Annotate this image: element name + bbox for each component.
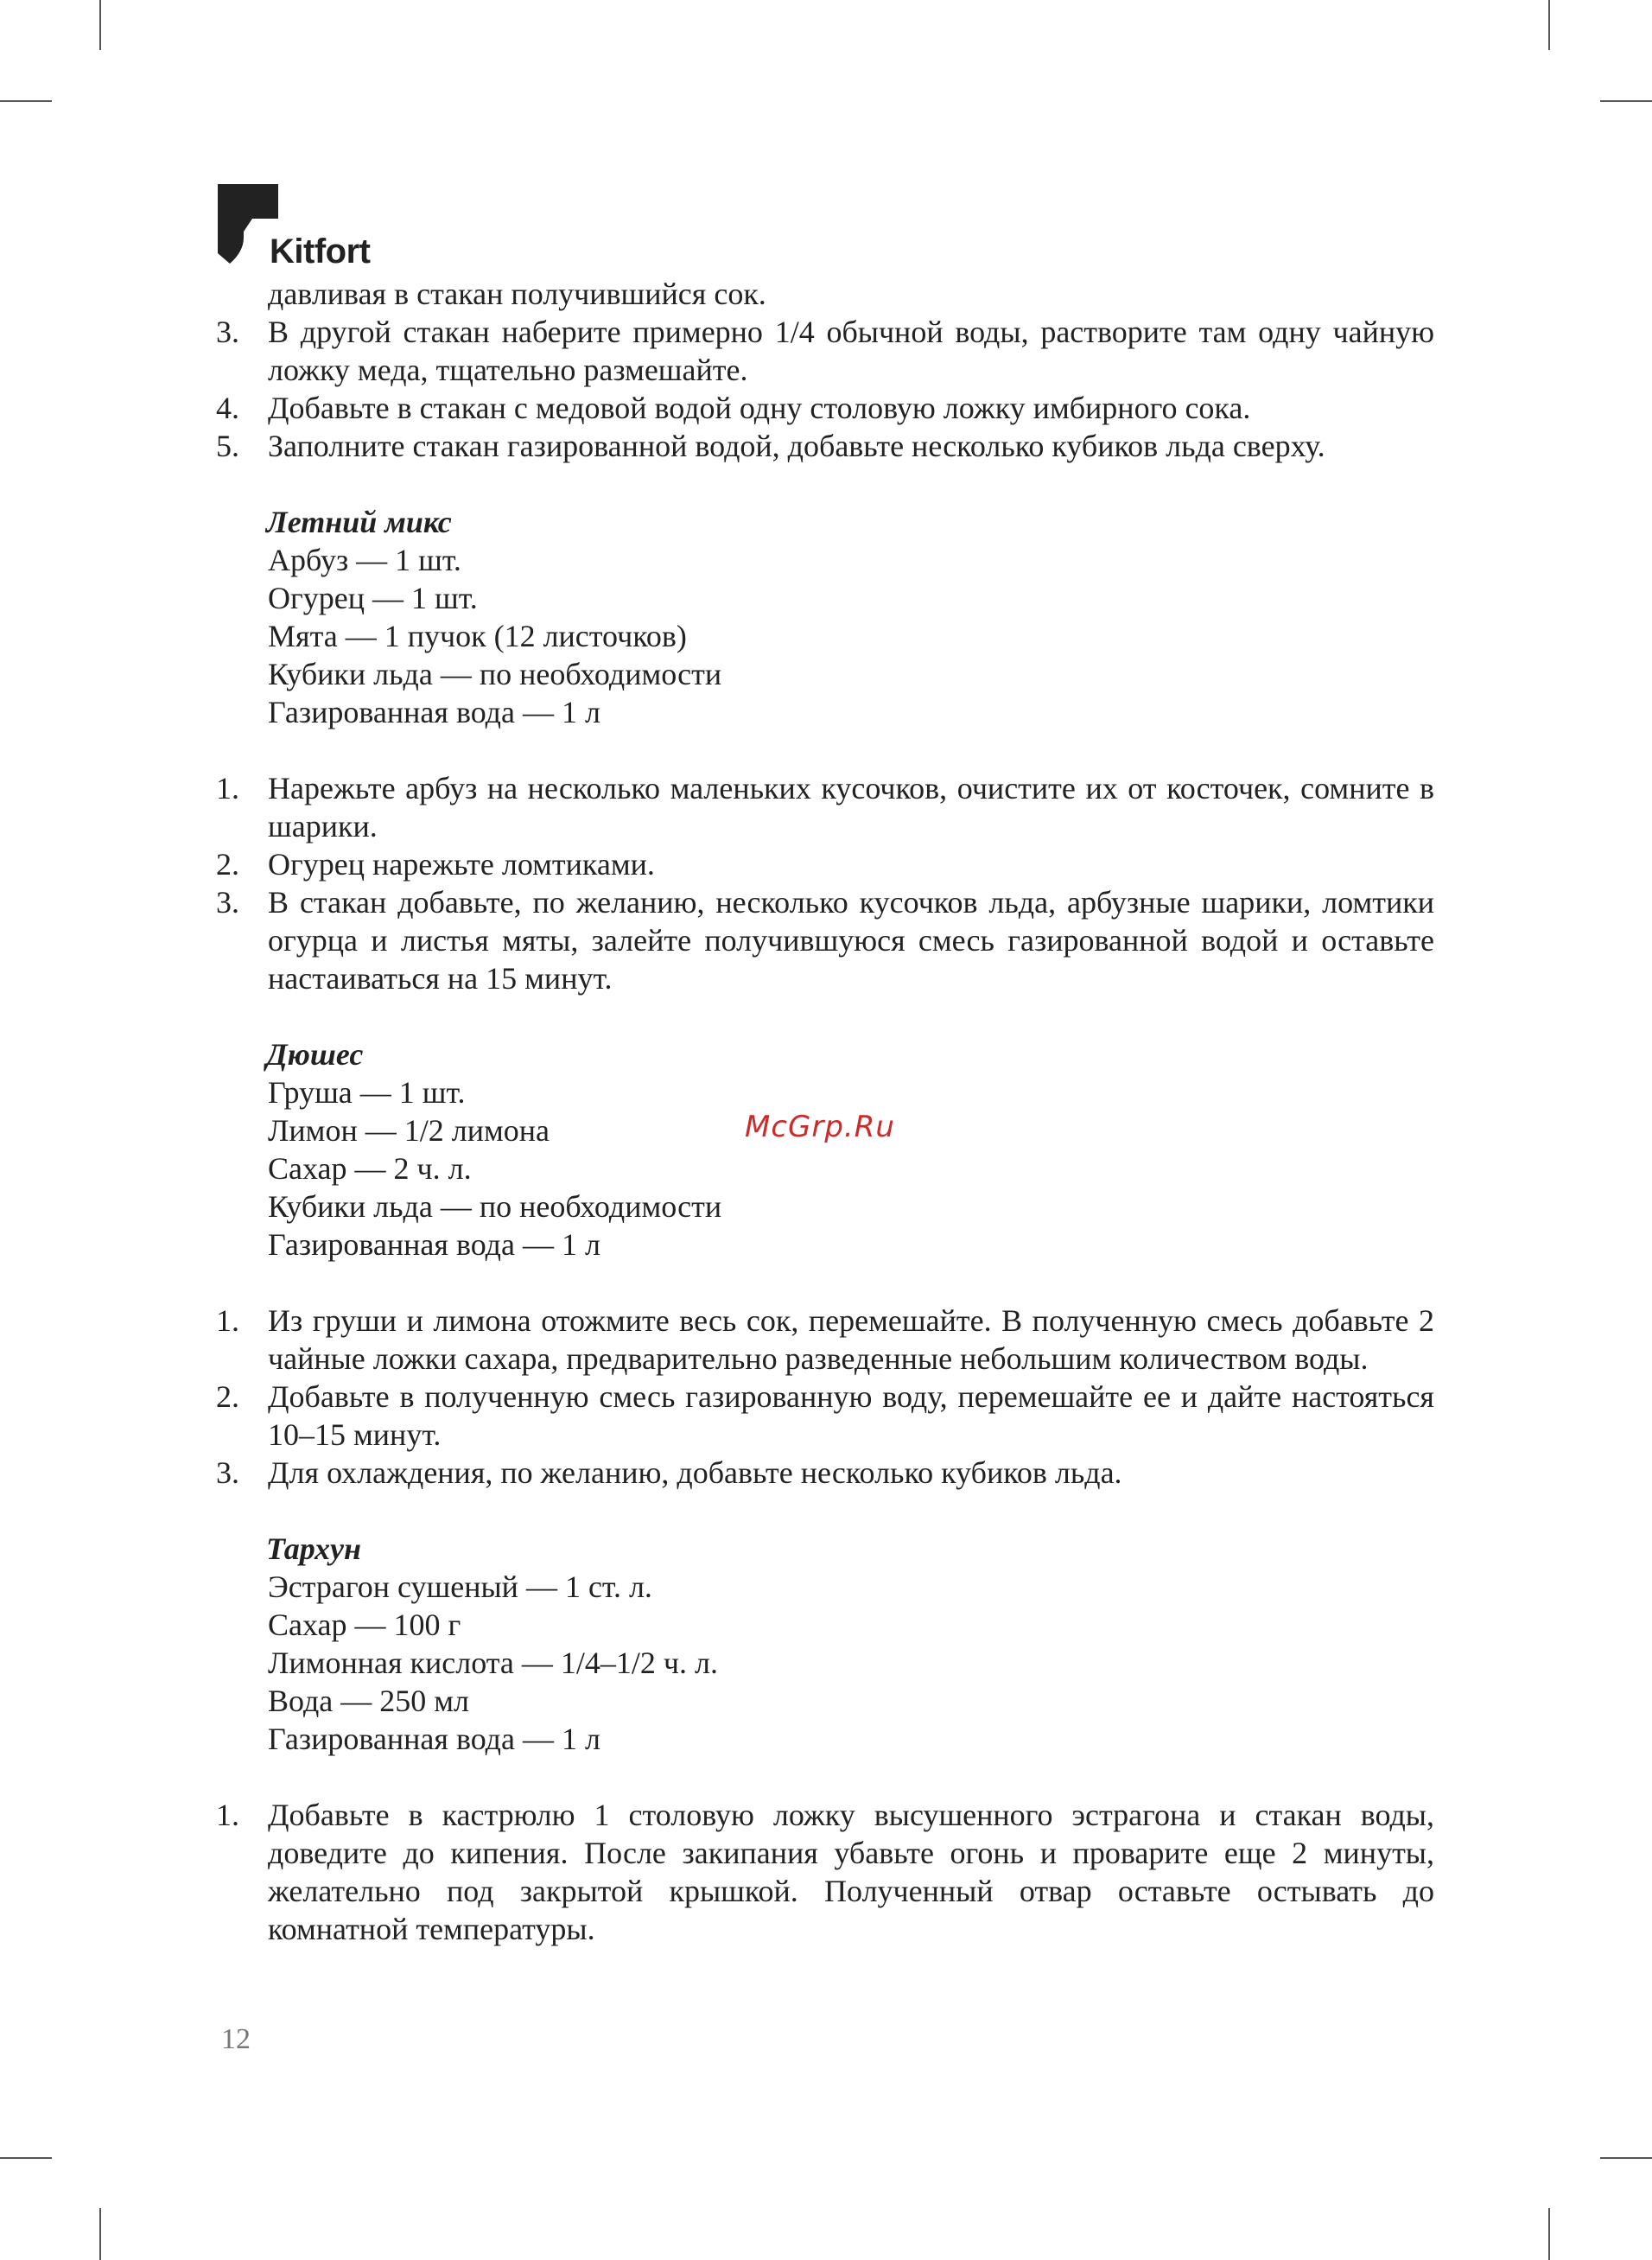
ingredient: Мята — 1 пучок (12 листочков): [268, 619, 687, 653]
watermark: McGrp.Ru: [745, 1110, 895, 1144]
ingredient: Груша — 1 шт.: [268, 1075, 466, 1110]
list-item: [216, 427, 1434, 465]
list-number: 2.: [216, 847, 239, 882]
list-number: 1.: [216, 771, 239, 805]
list-text: В другой стакан наберите примерно 1/4 обычной воды, растворите там одну чайную ложку меда, тщательно размешайте.: [268, 315, 1434, 387]
crop-mark-right-top: [1600, 100, 1652, 102]
ingredient: Огурец — 1 шт.: [268, 581, 478, 615]
list-text: Нарежьте арбуз на несколько маленьких кусочков, очистите их от косточек, сомните в шарики.: [268, 771, 1434, 844]
crop-mark-top-left: [99, 0, 101, 50]
ingredient: Арбуз — 1 шт.: [268, 543, 461, 577]
ingredient: Эстрагон сушеный — 1 ст. л.: [268, 1569, 652, 1604]
list-item: [216, 883, 1434, 997]
crop-mark-bottom-right: [1548, 2208, 1550, 2260]
ingredient: Кубики льда — по необходимости: [268, 1189, 722, 1224]
list-number: 4.: [216, 391, 239, 425]
list-item: [216, 1454, 1434, 1492]
recipe-title: Тархун: [266, 1531, 361, 1566]
list-text: Заполните стакан газированной водой, добавьте несколько кубиков льда сверху.: [268, 429, 1325, 463]
page-number: 12: [221, 2023, 251, 2055]
list-item: [216, 313, 1434, 389]
brand-logo: [218, 184, 391, 271]
list-item: [216, 389, 1434, 427]
list-number: 1.: [216, 1798, 239, 1832]
list-number: 1.: [216, 1303, 239, 1338]
list-text: Добавьте в кастрюлю 1 столовую ложку высушенного эстрагона и стакан воды, доведите до кипения. После закипания убавьте огонь и проварите еще 2 минуты, желательно под закрытой крышкой. Полученный отвар оставьте остывать до комнатной температуры.: [268, 1798, 1434, 1946]
crop-mark-bottom-left: [99, 2208, 101, 2260]
crop-mark-left-bottom: [0, 2157, 52, 2159]
recipe-title: Дюшес: [266, 1037, 364, 1072]
crop-mark-top-right: [1548, 0, 1550, 50]
list-text: Из груши и лимона отожмите весь сок, перемешайте. В полученную смесь добавьте 2 чайные ложки сахара, предварительно разведенные небольшим количеством воды.: [268, 1303, 1434, 1376]
crop-mark-left-top: [0, 100, 52, 102]
list-number: 2.: [216, 1379, 239, 1414]
brand-name: Kitfort: [270, 232, 371, 271]
recipe-title: Летний микс: [266, 505, 452, 539]
ingredient: Лимон — 1/2 лимона: [268, 1113, 550, 1148]
list-text: Добавьте в стакан с медовой водой одну столовую ложку имбирного сока.: [268, 391, 1251, 425]
list-text: Огурец нарежьте ломтиками.: [268, 847, 655, 882]
ingredient: Газированная вода — 1 л: [268, 1227, 600, 1262]
list-item: [216, 845, 1434, 883]
crop-mark-right-bottom: [1600, 2157, 1652, 2159]
list-item: [216, 1796, 1434, 1948]
ingredient: Лимонная кислота — 1/4–1/2 ч. л.: [268, 1646, 718, 1680]
list-number: 5.: [216, 429, 239, 463]
list-number: 3.: [216, 315, 239, 349]
list-item: [216, 1378, 1434, 1454]
ingredient: Газированная вода — 1 л: [268, 1722, 600, 1756]
ingredient: Кубики льда — по необходимости: [268, 657, 722, 691]
list-item: [216, 769, 1434, 845]
list-number: 3.: [216, 885, 239, 920]
list-text: В стакан добавьте, по желанию, несколько кусочков льда, арбузные шарики, ломтики огурца и листья мяты, залейте получившуюся смесь газированной водой и оставьте настаиваться на 15 минут.: [268, 885, 1434, 996]
list-text: Для охлаждения, по желанию, добавьте несколько кубиков льда.: [268, 1455, 1122, 1490]
list-text: Добавьте в полученную смесь газированную воду, перемешайте ее и дайте настояться 10–15 минут.: [268, 1379, 1434, 1452]
list-item: [216, 1302, 1434, 1378]
ingredient: Сахар — 2 ч. л.: [268, 1151, 472, 1186]
continuation-text: давливая в стакан получившийся сок.: [268, 277, 766, 311]
ingredient: Газированная вода — 1 л: [268, 695, 600, 729]
ingredient: Вода — 250 мл: [268, 1684, 470, 1718]
ingredient: Сахар — 100 г: [268, 1607, 461, 1642]
list-number: 3.: [216, 1455, 239, 1490]
